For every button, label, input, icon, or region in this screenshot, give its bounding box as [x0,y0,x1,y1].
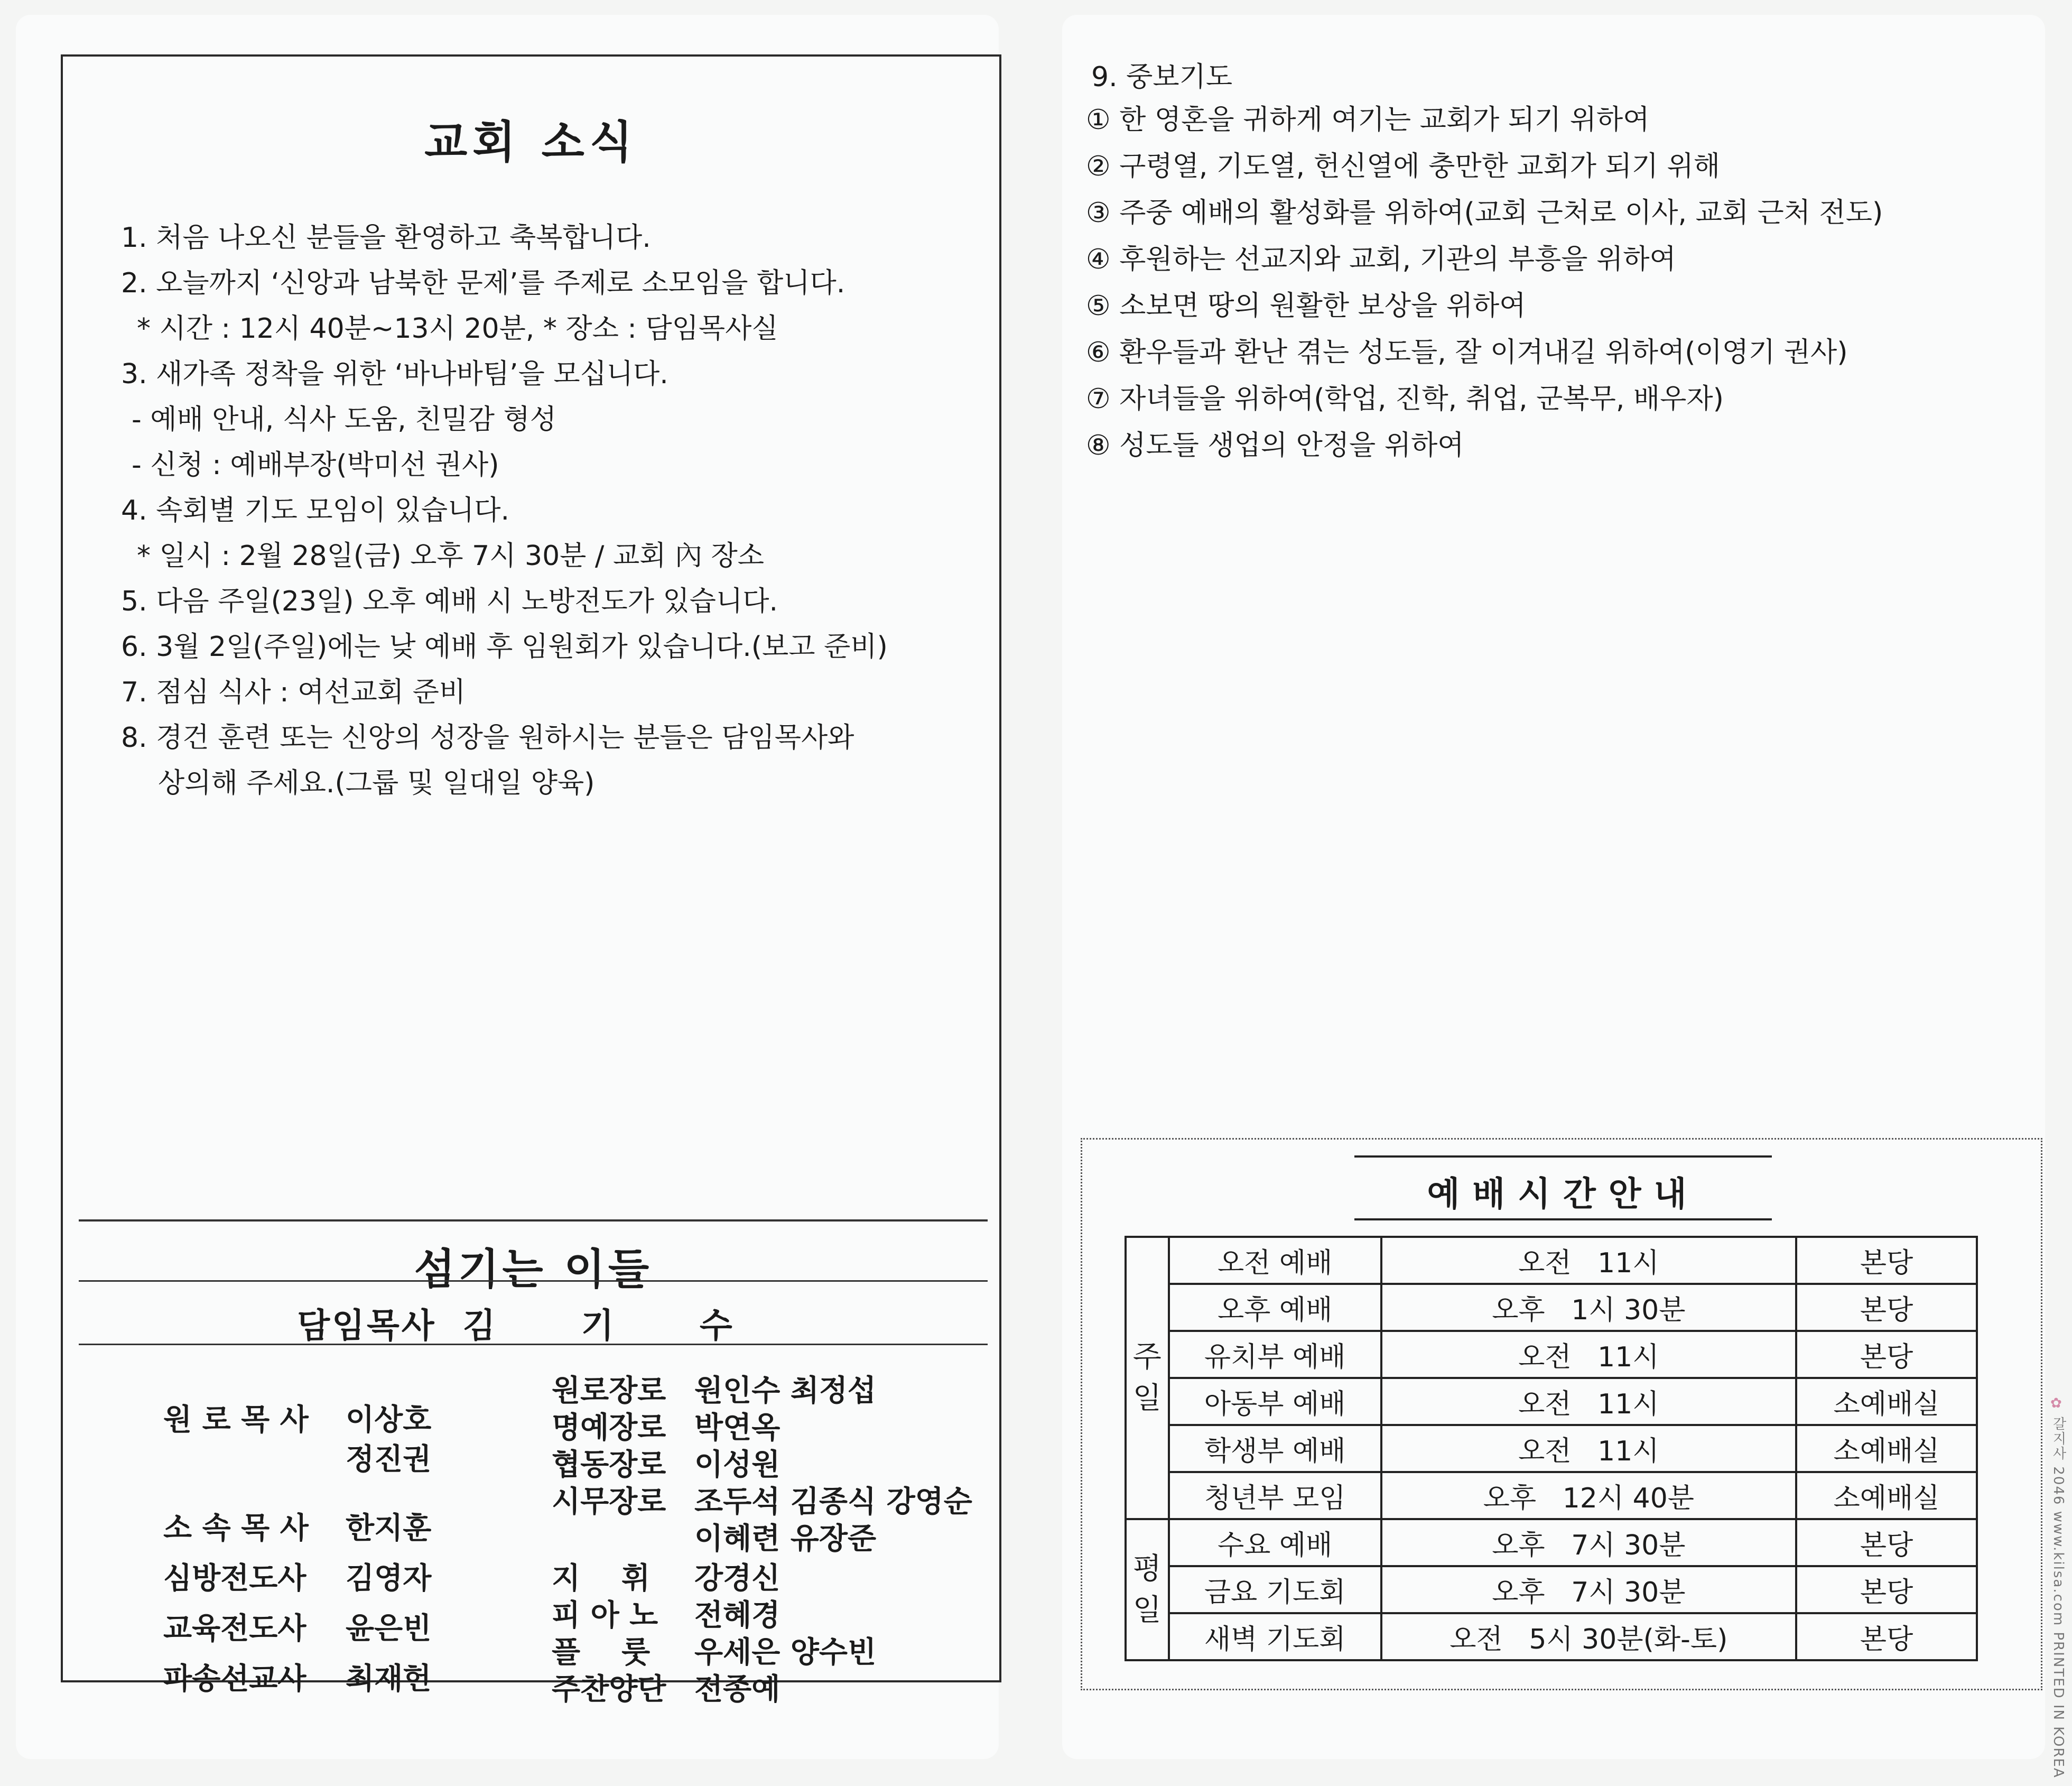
service-name: 유치부 예배 [1169,1331,1381,1378]
service-place: 본당 [1796,1519,1977,1566]
publisher-logo: ✿ [2050,1395,2062,1411]
elder-role: 지 휘 [552,1561,651,1596]
elder-role: 피 아 노 [552,1598,658,1633]
staff-name: 정진권 [346,1442,432,1477]
schedule-row [1126,1613,1977,1660]
elder-names: 전혜경 [694,1598,781,1633]
worship-schedule [1081,1138,2042,1690]
prayer-item: ⑦ 자녀들을 위하여(학업, 진학, 취업, 군복무, 배우자) [1086,383,1724,415]
staff-name: 이상호 [346,1403,432,1437]
divider [79,1280,988,1282]
elder-names: 원인수 최정섭 [694,1374,877,1408]
news-item: - 예배 안내, 식사 도움, 친밀감 형성 [132,404,557,436]
news-item: 6. 3월 2일(주일)에는 낮 예배 후 임원회가 있습니다.(보고 준비) [121,631,888,663]
schedule-row [1126,1237,1977,1284]
service-time: 오후 12시 40분 [1381,1472,1796,1519]
elder-names: 이성원 [694,1448,781,1482]
elder-names: 조두석 김종식 강영순 [694,1485,972,1519]
schedule-row [1126,1284,1977,1331]
service-name: 오전 예배 [1169,1237,1381,1284]
prayer-heading: 9. 중보기도 [1091,61,1233,93]
service-time: 오전 11시 [1381,1331,1796,1378]
schedule-row [1126,1566,1977,1613]
elder-names: 강경신 [694,1561,781,1596]
news-item: * 시간 : 12시 40분~13시 20분, * 장소 : 담임목사실 [137,313,778,345]
news-item: 1. 처음 나오신 분들을 환영하고 축복합니다. [121,222,651,254]
staff-role: 교육전도사 [163,1612,306,1646]
staff-name: 한지훈 [346,1511,432,1546]
news-item: - 신청 : 예배부장(박미선 권사) [132,449,499,481]
staff-name: 김영자 [346,1561,432,1596]
staff-name: 최재헌 [346,1662,432,1696]
senior-pastor-role: 담임목사 [297,1307,436,1346]
service-place: 본당 [1796,1331,1977,1378]
schedule-row [1126,1519,1977,1566]
prayer-item: ① 한 영혼을 귀하게 여기는 교회가 되기 위하여 [1086,104,1650,136]
service-place: 본당 [1796,1613,1977,1660]
news-item: 7. 점심 식사 : 여선교회 준비 [121,677,466,708]
news-item: 4. 속회별 기도 모임이 있습니다. [121,495,510,526]
news-frame [61,54,1001,1707]
service-time: 오전 11시 [1381,1378,1796,1425]
news-item: 상의해 주세요.(그룹 및 일대일 양육) [158,767,595,799]
staff-role: 파송선교사 [163,1662,306,1696]
schedule-row [1126,1331,1977,1378]
service-place: 본당 [1796,1284,1977,1331]
elder-role: 협동장로 [552,1448,666,1482]
service-place: 소예배실 [1796,1378,1977,1425]
divider [79,1219,988,1221]
left-page [16,15,999,1759]
news-item: 2. 오늘까지 ‘신앙과 남북한 문제’를 주제로 소모임을 합니다. [121,267,845,299]
staff-role: 심방전도사 [163,1561,306,1596]
divider [79,1344,988,1345]
staff-name: 윤은빈 [346,1612,432,1646]
service-name: 아동부 예배 [1169,1378,1381,1425]
schedule-table [1125,1236,1978,1661]
right-page [1062,15,2045,1759]
schedule-row [1126,1378,1977,1425]
service-time: 오후 1시 30분 [1381,1284,1796,1331]
schedule-group-label: 평 일 [1126,1519,1169,1660]
elder-role: 명예장로 [552,1411,666,1445]
prayer-item: ⑧ 성도들 생업의 안정을 위하여 [1086,430,1464,461]
service-name: 청년부 모임 [1169,1472,1381,1519]
service-time: 오전 11시 [1381,1237,1796,1284]
elder-names: 이혜련 유장준 [694,1522,877,1556]
service-name: 오후 예배 [1169,1284,1381,1331]
staff-role: 원 로 목 사 [163,1403,309,1437]
servants-section [79,1219,988,1707]
publisher-imprint: 갈지사 2046 www.kilsa.com PRINTED IN KOREA [2050,1417,2066,1779]
senior-pastor [79,1299,988,1347]
elder-role: 원로장로 [552,1374,666,1408]
elder-names: 전종예 [694,1672,781,1707]
senior-pastor-name: 김 기 수 [462,1307,769,1346]
schedule-title: 예배시간안내 [1427,1175,1699,1214]
prayer-list [1086,97,1883,469]
service-place: 본당 [1796,1566,1977,1613]
prayer-item: ③ 주중 예배의 활성화를 위하여(교회 근처로 이사, 교회 근처 전도) [1086,197,1883,229]
service-place: 소예배실 [1796,1472,1977,1519]
servants-title: 섬기는 이들 [414,1245,653,1294]
news-item: 8. 경건 훈련 또는 신앙의 성장을 원하시는 분들은 담임목사와 [121,722,854,754]
prayer-item: ④ 후원하는 선교지와 교회, 기관의 부흥을 위하여 [1086,244,1676,275]
service-time: 오후 7시 30분 [1381,1566,1796,1613]
service-name: 새벽 기도회 [1169,1613,1381,1660]
elder-role: 주찬양단 [552,1672,666,1707]
staff-role: 소 속 목 사 [163,1511,309,1546]
schedule-group-label: 주 일 [1126,1237,1169,1519]
schedule-row [1126,1472,1977,1519]
news-item: * 일시 : 2월 28일(금) 오후 7시 30분 / 교회 內 장소 [137,540,764,572]
prayer-item: ⑥ 환우들과 환난 겪는 성도들, 잘 이겨내길 위하여(이영기 권사) [1086,337,1848,368]
service-time: 오전 5시 30분(화-토) [1381,1613,1796,1660]
elder-role: 시무장로 [552,1485,666,1519]
elder-role: 플 룻 [552,1635,651,1670]
news-item: 3. 새가족 정착을 위한 ‘바나바팀’을 모십니다. [121,358,668,390]
news-item: 5. 다음 주일(23일) 오후 예배 시 노방전도가 있습니다. [121,586,778,617]
service-time: 오전 11시 [1381,1425,1796,1472]
service-name: 학생부 예배 [1169,1425,1381,1472]
service-place: 본당 [1796,1237,1977,1284]
service-name: 금요 기도회 [1169,1566,1381,1613]
news-list [121,215,977,806]
service-name: 수요 예배 [1169,1519,1381,1566]
elder-names: 박연옥 [694,1411,781,1445]
news-title: 교회 소식 [424,116,638,168]
schedule-row [1126,1425,1977,1472]
prayer-item: ⑤ 소보면 땅의 원활한 보상을 위하여 [1086,290,1526,322]
service-time: 오후 7시 30분 [1381,1519,1796,1566]
service-place: 소예배실 [1796,1425,1977,1472]
schedule-title-box [1354,1155,1772,1220]
elder-names: 우세은 양수빈 [694,1635,877,1670]
prayer-item: ② 구령열, 기도열, 헌신열에 충만한 교회가 되기 위해 [1086,151,1721,182]
